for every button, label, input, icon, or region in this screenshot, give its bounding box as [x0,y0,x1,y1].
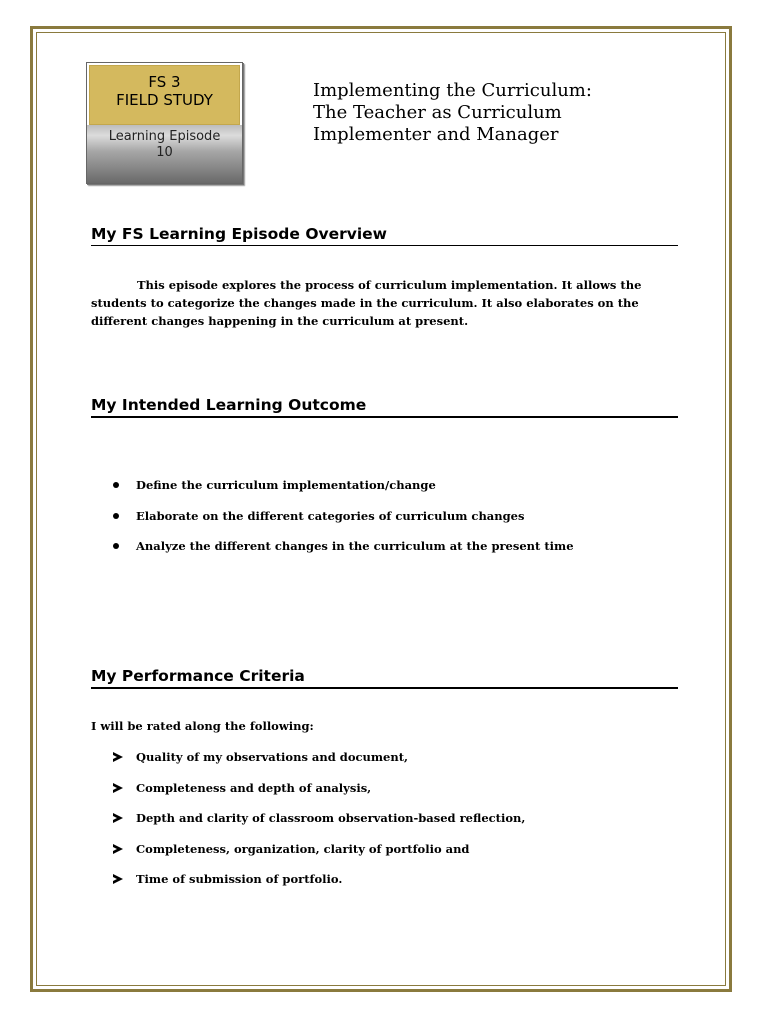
list-item-text: Depth and clarity of classroom observation-based reflection, [136,811,526,825]
list-item-text: Analyze the different changes in the curriculum at the present time [136,539,574,553]
badge-episode [87,125,242,183]
title-line-1: Implementing the Curriculum: [313,80,592,101]
list-item [110,509,574,540]
criteria-heading: My Performance Criteria [91,667,678,689]
list-item-text: Quality of my observations and document, [136,750,409,764]
title-line-3: Implementer and Manager [313,124,559,145]
overview-heading: My FS Learning Episode Overview [91,225,678,246]
badge-episode-number: 10 [156,145,173,160]
list-item-text: Completeness, organization, clarity of portfolio and [136,841,470,856]
list-item [110,872,525,903]
arrow-bullet-icon [113,813,123,823]
arrow-bullet-icon [113,752,123,762]
bullet-icon [113,482,119,488]
list-item [110,811,525,842]
list-item [110,781,525,812]
outcome-list [110,478,574,570]
list-item [110,539,574,570]
arrow-bullet-icon [113,783,123,793]
list-item-text: Completeness and depth of analysis, [136,780,372,795]
list-item-text: Time of submission of portfolio. [136,872,343,886]
criteria-list [110,750,525,903]
list-item [110,750,525,781]
list-item [110,478,574,509]
list-item [110,842,525,873]
overview-paragraph: This episode explores the process of curriculum implementation. It allows the students to categorize the changes made in the curriculum. It also elaborates on the different changes happening in the curriculum at present. [91,278,642,328]
outcome-heading: My Intended Learning Outcome [91,396,678,418]
arrow-bullet-icon [113,844,123,854]
badge-episode-label: Learning Episode [108,129,221,144]
list-item-text: Elaborate on the different categories of curriculum changes [136,508,525,523]
badge-course: FS 3 [148,73,181,91]
list-item-text: Define the curriculum implementation/change [136,478,436,492]
bullet-icon [113,513,119,519]
title-line-2: The Teacher as Curriculum [313,102,562,123]
document-title [313,80,673,146]
badge-top [89,65,240,125]
arrow-bullet-icon [113,874,123,884]
bullet-icon [113,543,119,549]
criteria-intro: I will be rated along the following: [91,719,314,733]
fs-badge [86,62,243,184]
badge-subject: FIELD STUDY [116,91,213,109]
